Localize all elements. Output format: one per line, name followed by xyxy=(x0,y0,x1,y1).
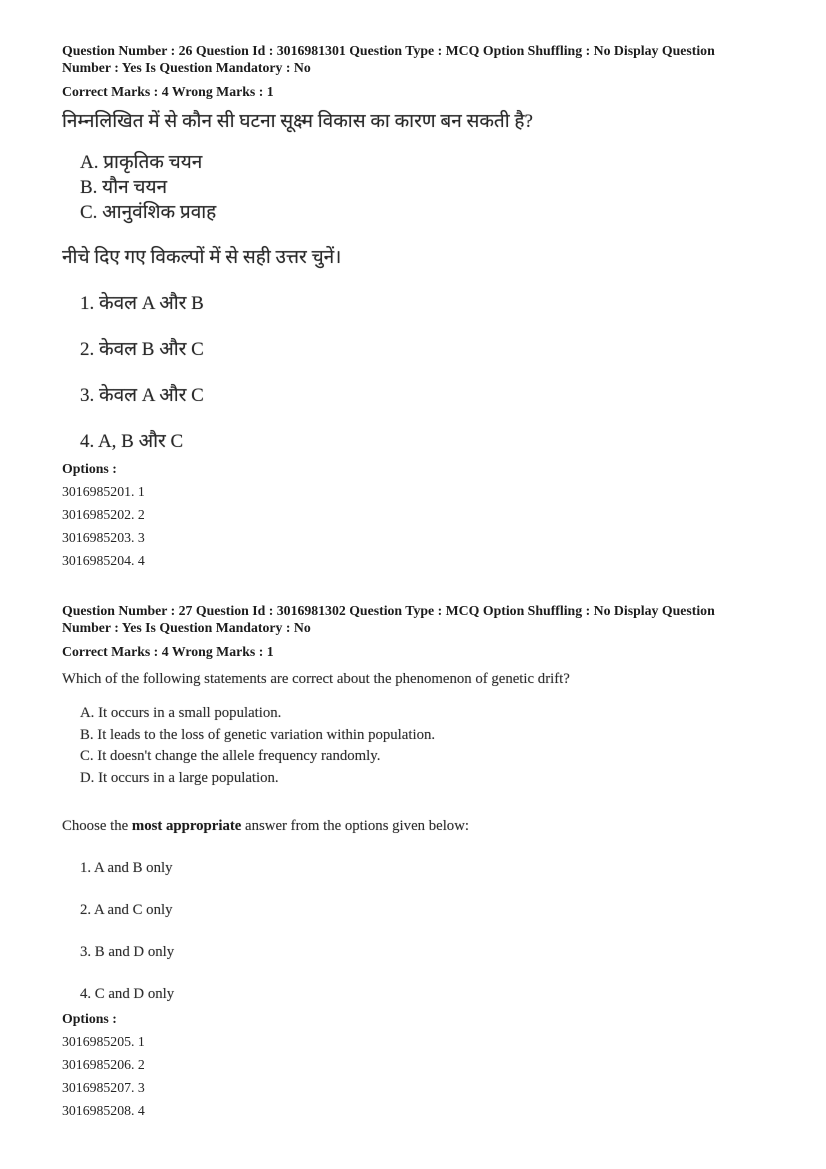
option-id-item: 3016985208. 4 xyxy=(62,1103,145,1118)
statement-list xyxy=(62,150,778,225)
options-label: Options : xyxy=(62,1011,117,1026)
choice-item: 4. C and D only xyxy=(80,986,175,1002)
choice-item: 3. केवल A और C xyxy=(80,385,204,406)
options-label: Options : xyxy=(62,461,117,476)
question-marks: Correct Marks : 4 Wrong Marks : 1 xyxy=(62,84,274,99)
statement-item: C. आनुवंशिक प्रवाह xyxy=(80,202,217,223)
statement-item: B. It leads to the loss of genetic variation within population. xyxy=(80,726,436,743)
statement-list xyxy=(62,703,778,789)
option-id-item: 3016985204. 4 xyxy=(62,553,145,568)
option-id-item: 3016985202. 2 xyxy=(62,507,145,522)
option-id-item: 3016985205. 1 xyxy=(62,1034,145,1049)
statement-item: B. यौन चयन xyxy=(80,177,168,198)
option-id-item: 3016985203. 3 xyxy=(62,530,145,545)
statement-item: D. It occurs in a large population. xyxy=(80,769,279,786)
choice-item: 1. A and B only xyxy=(80,860,173,876)
question-meta-line2: Number : Yes Is Question Mandatory : No xyxy=(62,60,311,75)
instruction-suffix: answer from the options given below: xyxy=(241,818,470,834)
question-meta-line1: Question Number : 27 Question Id : 3016981302 Question Type : MCQ Option Shuffling : No Display Question xyxy=(62,603,715,618)
question-text: Which of the following statements are correct about the phenomenon of genetic drift? xyxy=(62,671,570,687)
statement-item: A. प्राकृतिक चयन xyxy=(80,152,203,173)
option-id-item: 3016985207. 3 xyxy=(62,1080,145,1095)
statement-item: A. It occurs in a small population. xyxy=(80,705,282,721)
question-text: निम्नलिखित में से कौन सी घटना सूक्ष्म विकास का कारण बन सकती है? xyxy=(62,111,533,132)
option-id-item: 3016985201. 1 xyxy=(62,484,145,499)
question-block-27 xyxy=(62,602,778,1119)
choice-item: 3. B and D only xyxy=(80,944,175,960)
question-marks: Correct Marks : 4 Wrong Marks : 1 xyxy=(62,644,274,659)
choice-item: 4. A, B और C xyxy=(80,431,184,452)
choice-item: 2. केवल B और C xyxy=(80,339,204,360)
question-meta-line2: Number : Yes Is Question Mandatory : No xyxy=(62,620,311,635)
statement-item: C. It doesn't change the allele frequency randomly. xyxy=(80,748,381,764)
instruction-bold: most appropriate xyxy=(131,818,242,834)
question-block-26 xyxy=(62,42,778,569)
choice-item: 2. A and C only xyxy=(80,902,173,918)
answer-instruction xyxy=(62,816,778,836)
choice-item: 1. केवल A और B xyxy=(80,293,204,314)
option-id-item: 3016985206. 2 xyxy=(62,1057,145,1072)
answer-instruction: नीचे दिए गए विकल्पों में से सही उत्तर चुनें। xyxy=(62,247,342,268)
question-meta xyxy=(62,602,778,636)
question-meta xyxy=(62,42,778,76)
question-meta-line1: Question Number : 26 Question Id : 3016981301 Question Type : MCQ Option Shuffling : No Display Question xyxy=(62,43,715,58)
instruction-prefix: Choose the xyxy=(62,818,132,834)
